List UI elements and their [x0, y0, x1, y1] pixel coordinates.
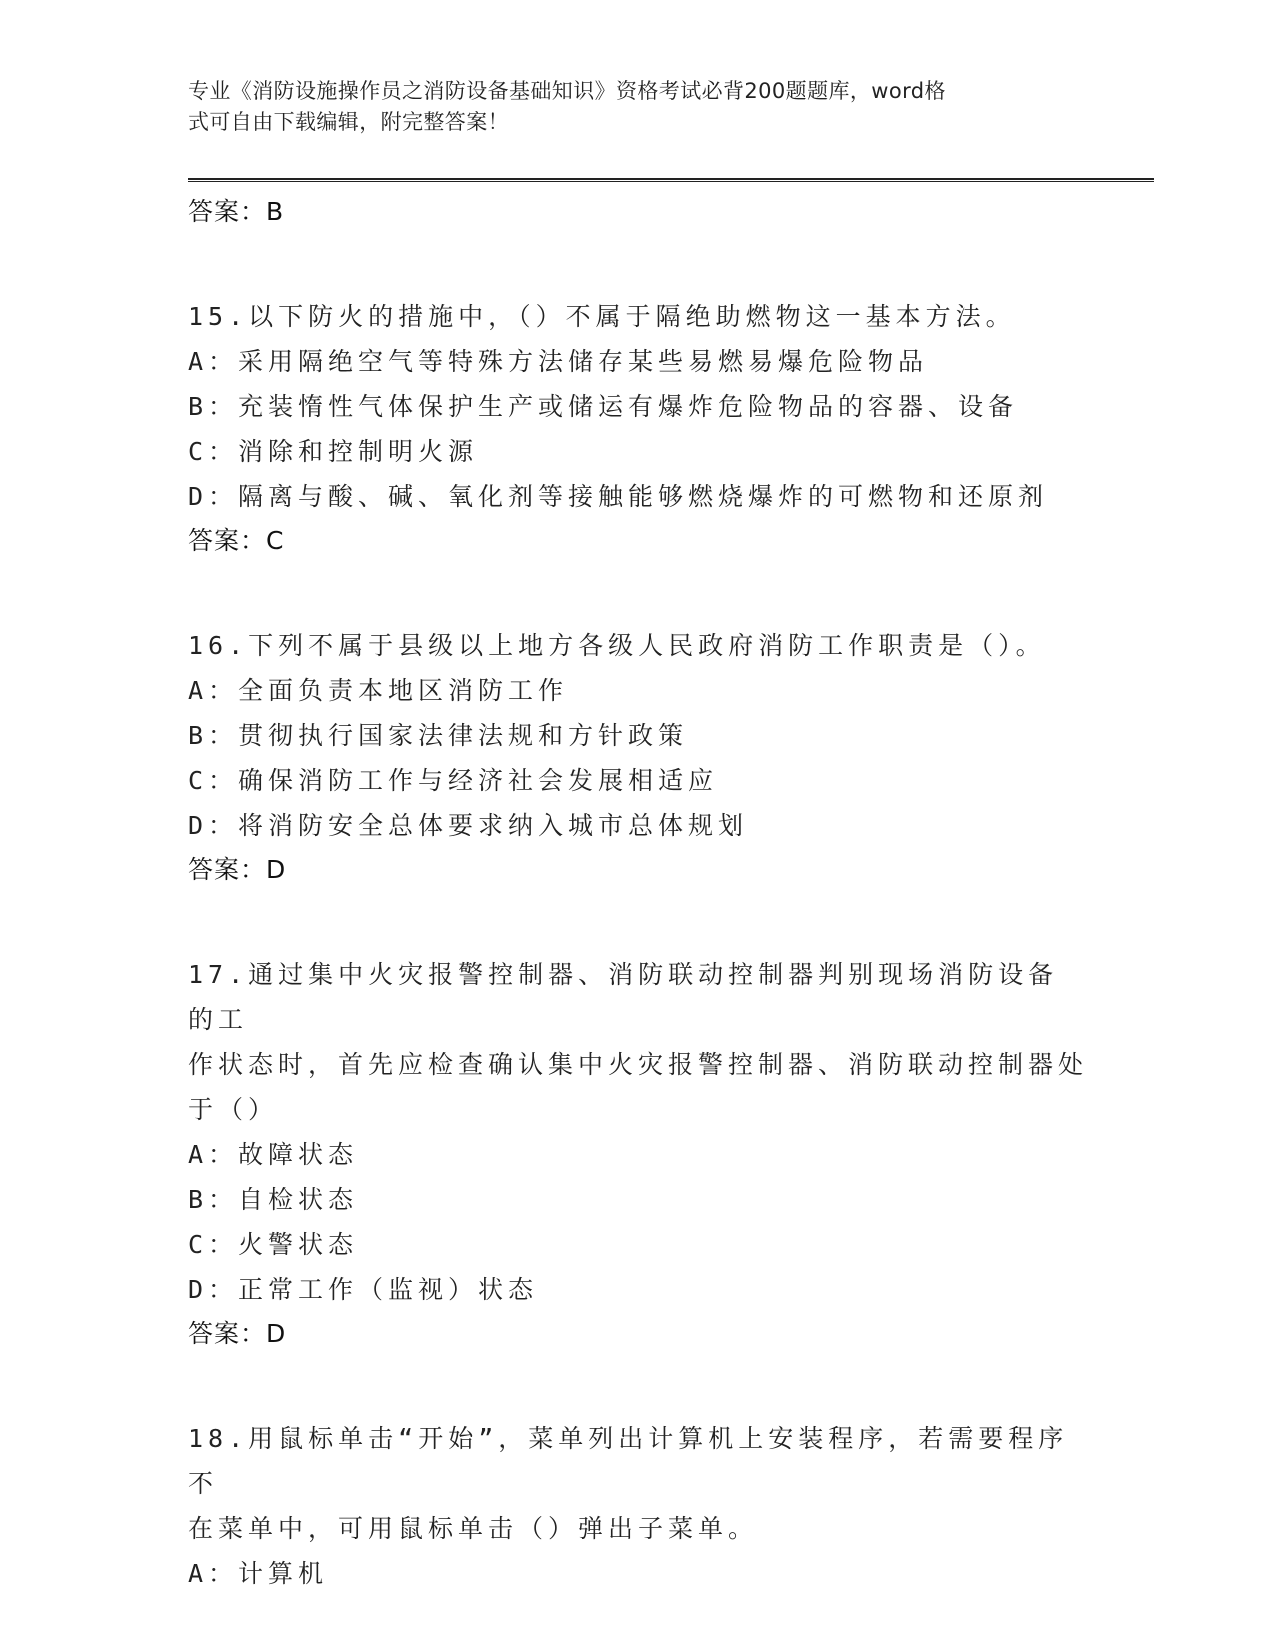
option-d: D：将消防安全总体要求纳入城市总体规划 [188, 811, 749, 840]
option-a: A：采用隔绝空气等特殊方法储存某些易燃易爆危险物品 [188, 347, 929, 376]
option-d: D：隔离与酸、碱、氧化剂等接触能够燃烧爆炸的可燃物和还原剂 [188, 482, 1049, 511]
header-line-1: 专业《消防设施操作员之消防设备基础知识》资格考试必背200题题库，word格 [188, 79, 946, 103]
option-a: A：全面负责本地区消防工作 [188, 676, 569, 705]
spacer [188, 563, 1088, 623]
answer-16: 答案：D [188, 855, 287, 884]
answer-17: 答案：D [188, 1319, 287, 1348]
question-list [188, 190, 1088, 1596]
question-15-text: 15.以下防火的措施中，（）不属于隔绝助燃物这一基本方法。 [188, 302, 1016, 331]
answer-14: 答案：B [188, 197, 285, 226]
question-18-line-2: 在菜单中，可用鼠标单击（）弹出子菜单。 [188, 1514, 759, 1543]
question-18-line-1: 18.用鼠标单击“开始”，菜单列出计算机上安装程序，若需要程序不 [188, 1424, 1069, 1498]
question-16 [188, 623, 1088, 892]
question-17 [188, 952, 1088, 1356]
option-b: B：充装惰性气体保护生产或储运有爆炸危险物品的容器、设备 [188, 392, 1019, 421]
question-15 [188, 294, 1088, 563]
question-17-line-2: 作状态时，首先应检查确认集中火灾报警控制器、消防联动控制器处 [188, 1050, 1089, 1079]
spacer [188, 892, 1088, 952]
answer-15: 答案：C [188, 526, 285, 555]
option-d: D：正常工作（监视）状态 [188, 1275, 539, 1304]
option-c: C：消除和控制明火源 [188, 437, 479, 466]
option-c: C：确保消防工作与经济社会发展相适应 [188, 766, 719, 795]
option-a: A：故障状态 [188, 1140, 359, 1169]
option-b: B：自检状态 [188, 1185, 359, 1214]
option-b: B：贯彻执行国家法律法规和方针政策 [188, 721, 689, 750]
question-18 [188, 1416, 1088, 1596]
spacer [188, 1356, 1088, 1416]
header-divider [188, 178, 1154, 182]
question-16-text: 16.下列不属于县级以上地方各级人民政府消防工作职责是（）。 [188, 631, 1046, 660]
spacer [188, 234, 1088, 294]
header-line-2: 式可自由下载编辑，附完整答案！ [188, 110, 509, 134]
question-17-line-1: 17.通过集中火灾报警控制器、消防联动控制器判别现场消防设备的工 [188, 960, 1059, 1034]
option-a: A：计算机 [188, 1559, 329, 1588]
question-17-line-3: 于（） [188, 1095, 279, 1124]
page-header [188, 76, 1088, 138]
option-c: C：火警状态 [188, 1230, 359, 1259]
